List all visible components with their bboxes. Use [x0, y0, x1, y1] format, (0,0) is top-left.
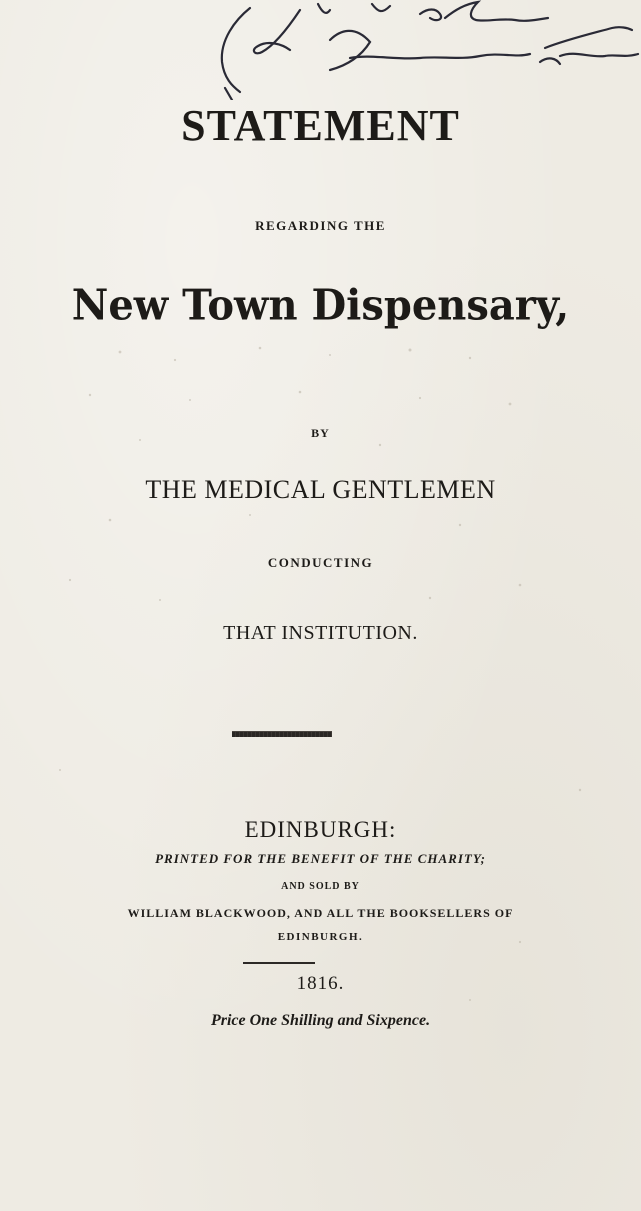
- imprint-year: 1816.: [296, 973, 345, 994]
- handwritten-signature: [0, 0, 641, 100]
- imprint-city-small: EDINBURGH.: [277, 931, 364, 943]
- regarding-line: REGARDING THE: [255, 218, 386, 233]
- ornamental-rule: [232, 731, 332, 737]
- imprint-printed-for: PRINTED FOR THE BENEFIT OF THE CHARITY;: [155, 851, 486, 866]
- subject-heading: New Town Dispensary,: [71, 280, 570, 331]
- institution-line: THAT INSTITUTION.: [223, 622, 418, 644]
- authors-line: THE MEDICAL GENTLEMEN: [145, 475, 496, 504]
- imprint-price: Price One Shilling and Sixpence.: [210, 1012, 431, 1029]
- by-line: BY: [311, 426, 330, 440]
- conducting-line: CONDUCTING: [267, 555, 374, 570]
- year-rule: [243, 962, 315, 964]
- imprint-booksellers: WILLIAM BLACKWOOD, AND ALL THE BOOKSELLERS OF: [127, 906, 514, 920]
- imprint-city: EDINBURGH:: [244, 817, 397, 842]
- imprint-sold-by: AND SOLD BY: [281, 881, 360, 892]
- page-title: STATEMENT: [181, 101, 460, 150]
